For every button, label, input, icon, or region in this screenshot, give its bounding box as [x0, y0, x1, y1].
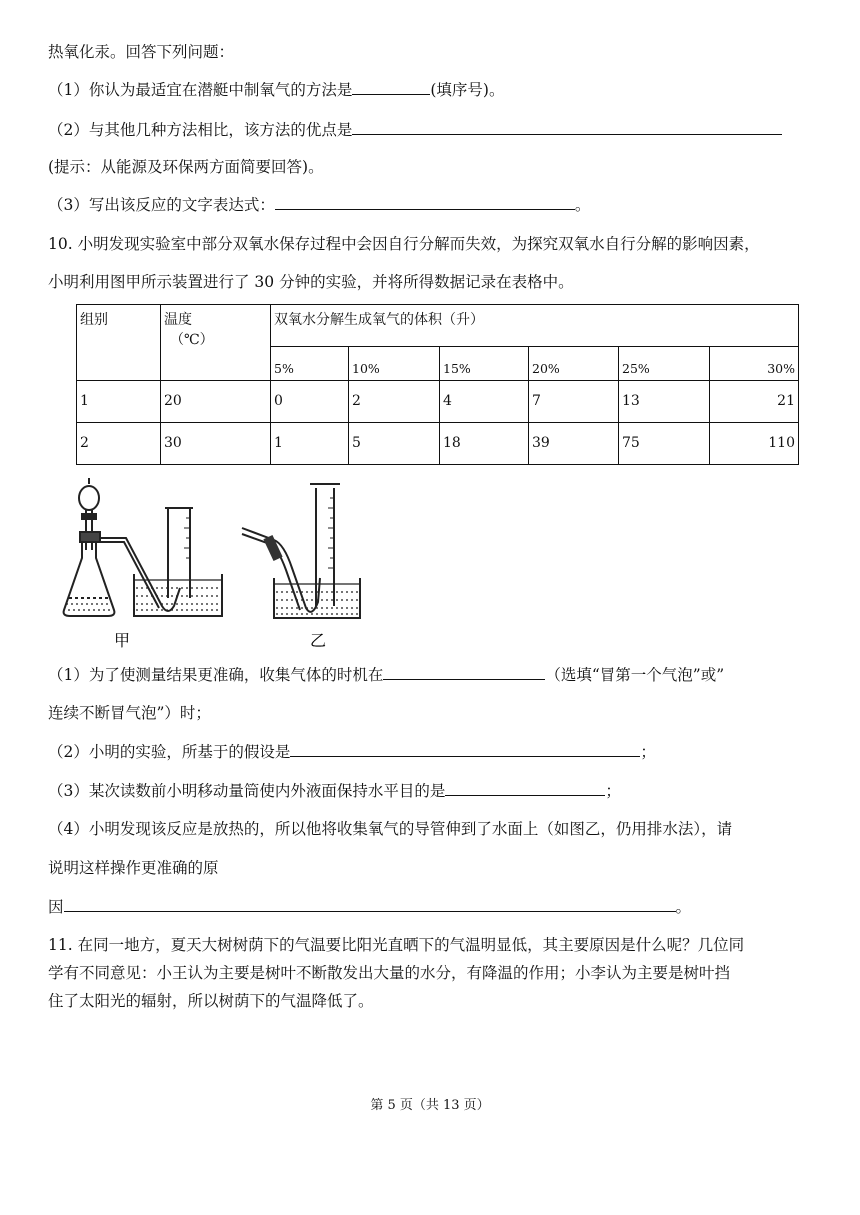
conc-cell: 25%: [619, 347, 710, 381]
answer-blank[interactable]: [352, 80, 430, 95]
q10-stem-1: 10. 小明发现实验室中部分双氧水保存过程中会因自行分解而失效，为探究双氧水自行分解的影响因素，: [48, 235, 760, 253]
q11-stem-1: 11. 在同一地方，夏天大树树荫下的气温要比阳光直晒下的气温明显低，其主要原因是什么呢？几位同: [48, 936, 745, 954]
conc-cell: 5%: [271, 347, 349, 381]
data-table: [76, 304, 799, 465]
figure-label-a: 甲: [114, 631, 131, 650]
q9-part2: （2）与其他几种方法相比，该方法的优点是: [48, 120, 782, 140]
answer-blank[interactable]: [64, 897, 676, 912]
cell-temp: 30: [161, 423, 271, 465]
table-row: [77, 423, 799, 465]
q9-part3: （3）写出该反应的文字表达式： 。: [48, 196, 591, 214]
page-footer: 第 5 页（共 13 页）: [370, 1098, 490, 1113]
cell-value: 13: [619, 381, 710, 423]
cell-value: 75: [619, 423, 710, 465]
q9-part1: （1）你认为最适宜在潜艇中制氧气的方法是 (填序号)。: [48, 81, 505, 99]
answer-blank[interactable]: [290, 742, 640, 757]
cell-value: 110: [710, 423, 799, 465]
cell-value: 7: [529, 381, 619, 423]
intro-line: 热氧化汞。回答下列问题：: [48, 43, 235, 61]
cell-temp: 20: [161, 381, 271, 423]
conc-cell: 15%: [440, 347, 529, 381]
conc-cell: 30%: [710, 347, 799, 381]
answer-blank[interactable]: [445, 781, 605, 796]
cell-value: 18: [440, 423, 529, 465]
cell-value: 5: [349, 423, 440, 465]
cell-value: 1: [271, 423, 349, 465]
figure-label-b: 乙: [310, 631, 327, 650]
cell-value: 2: [349, 381, 440, 423]
cell-group: 1: [77, 381, 161, 423]
answer-blank[interactable]: [383, 665, 545, 680]
answer-blank[interactable]: [275, 195, 575, 210]
cell-group: 2: [77, 423, 161, 465]
apparatus-figure-a: [44, 478, 234, 650]
q11-stem-2: 学有不同意见：小王认为主要是树叶不断散发出大量的水分，有降温的作用；小李认为主要是树叶挡: [48, 964, 731, 982]
q10-stem-2: 小明利用图甲所示装置进行了 30 分钟的实验，并将所得数据记录在表格中。: [48, 273, 574, 291]
q10-part4-cont: 说明这样操作更准确的原: [48, 859, 219, 877]
conc-cell: 10%: [349, 347, 440, 381]
answer-blank[interactable]: [352, 120, 782, 135]
q10-part1-cont: 连续不断冒气泡”）时；: [48, 704, 211, 722]
table-row: [77, 381, 799, 423]
q10-part2: （2）小明的实验，所基于的假设是 ；: [48, 743, 656, 761]
q10-part3: （3）某次读数前小明移动量筒使内外液面保持水平目的是 ；: [48, 782, 621, 800]
apparatus-figure-b: [236, 478, 366, 650]
q10-part1: （1）为了使测量结果更准确，收集气体的时机在 （选填“冒第一个气泡”或”: [48, 666, 725, 684]
header-volume: 双氧水分解生成氧气的体积（升）: [271, 305, 799, 347]
q10-part4: （4）小明发现该反应是放热的，所以他将收集氧气的导管伸到了水面上（如图乙，仍用排水法），请: [48, 820, 733, 838]
conc-cell: 20%: [529, 347, 619, 381]
cell-value: 21: [710, 381, 799, 423]
cell-value: 39: [529, 423, 619, 465]
cell-value: 0: [271, 381, 349, 423]
cell-value: 4: [440, 381, 529, 423]
header-group: 组别: [77, 305, 161, 381]
q10-part4-answer: 因 。: [48, 898, 692, 916]
q9-hint: (提示：从能源及环保两方面简要回答)。: [48, 158, 324, 176]
header-temp: 温度 （℃）: [161, 305, 271, 381]
q11-stem-3: 住了太阳光的辐射，所以树荫下的气温降低了。: [48, 992, 374, 1010]
